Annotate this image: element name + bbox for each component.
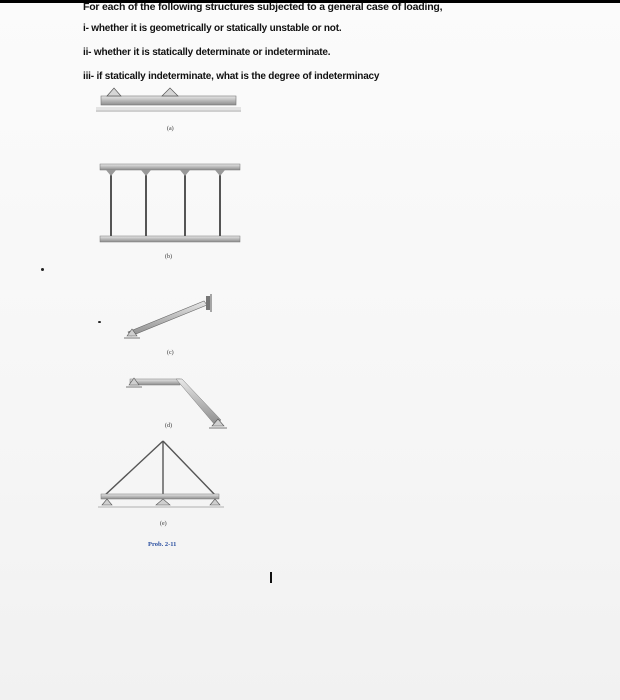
structure-a xyxy=(96,88,241,112)
intro-text: For each of the following structures subjected to a general case of loading, xyxy=(83,1,443,13)
label-b: (b) xyxy=(165,254,172,260)
structure-c xyxy=(124,294,211,338)
item-i: i- whether it is geometrically or statically unstable or not. xyxy=(83,23,342,34)
problem-number: Prob. 2-11 xyxy=(148,541,177,548)
structure-b xyxy=(100,164,240,242)
text-cursor xyxy=(270,572,272,583)
label-c: (c) xyxy=(167,350,174,356)
item-iii: iii- if statically indeterminate, what is the degree of indeterminacy xyxy=(83,71,380,82)
stray-dot xyxy=(41,268,44,271)
item-ii: ii- whether it is statically determinate or indeterminate. xyxy=(83,47,331,58)
label-a: (a) xyxy=(167,126,174,132)
structure-e xyxy=(98,441,224,507)
structure-d xyxy=(126,378,227,428)
label-e: (e) xyxy=(160,521,167,527)
stray-dot xyxy=(98,321,101,323)
label-d: (d) xyxy=(165,423,172,429)
